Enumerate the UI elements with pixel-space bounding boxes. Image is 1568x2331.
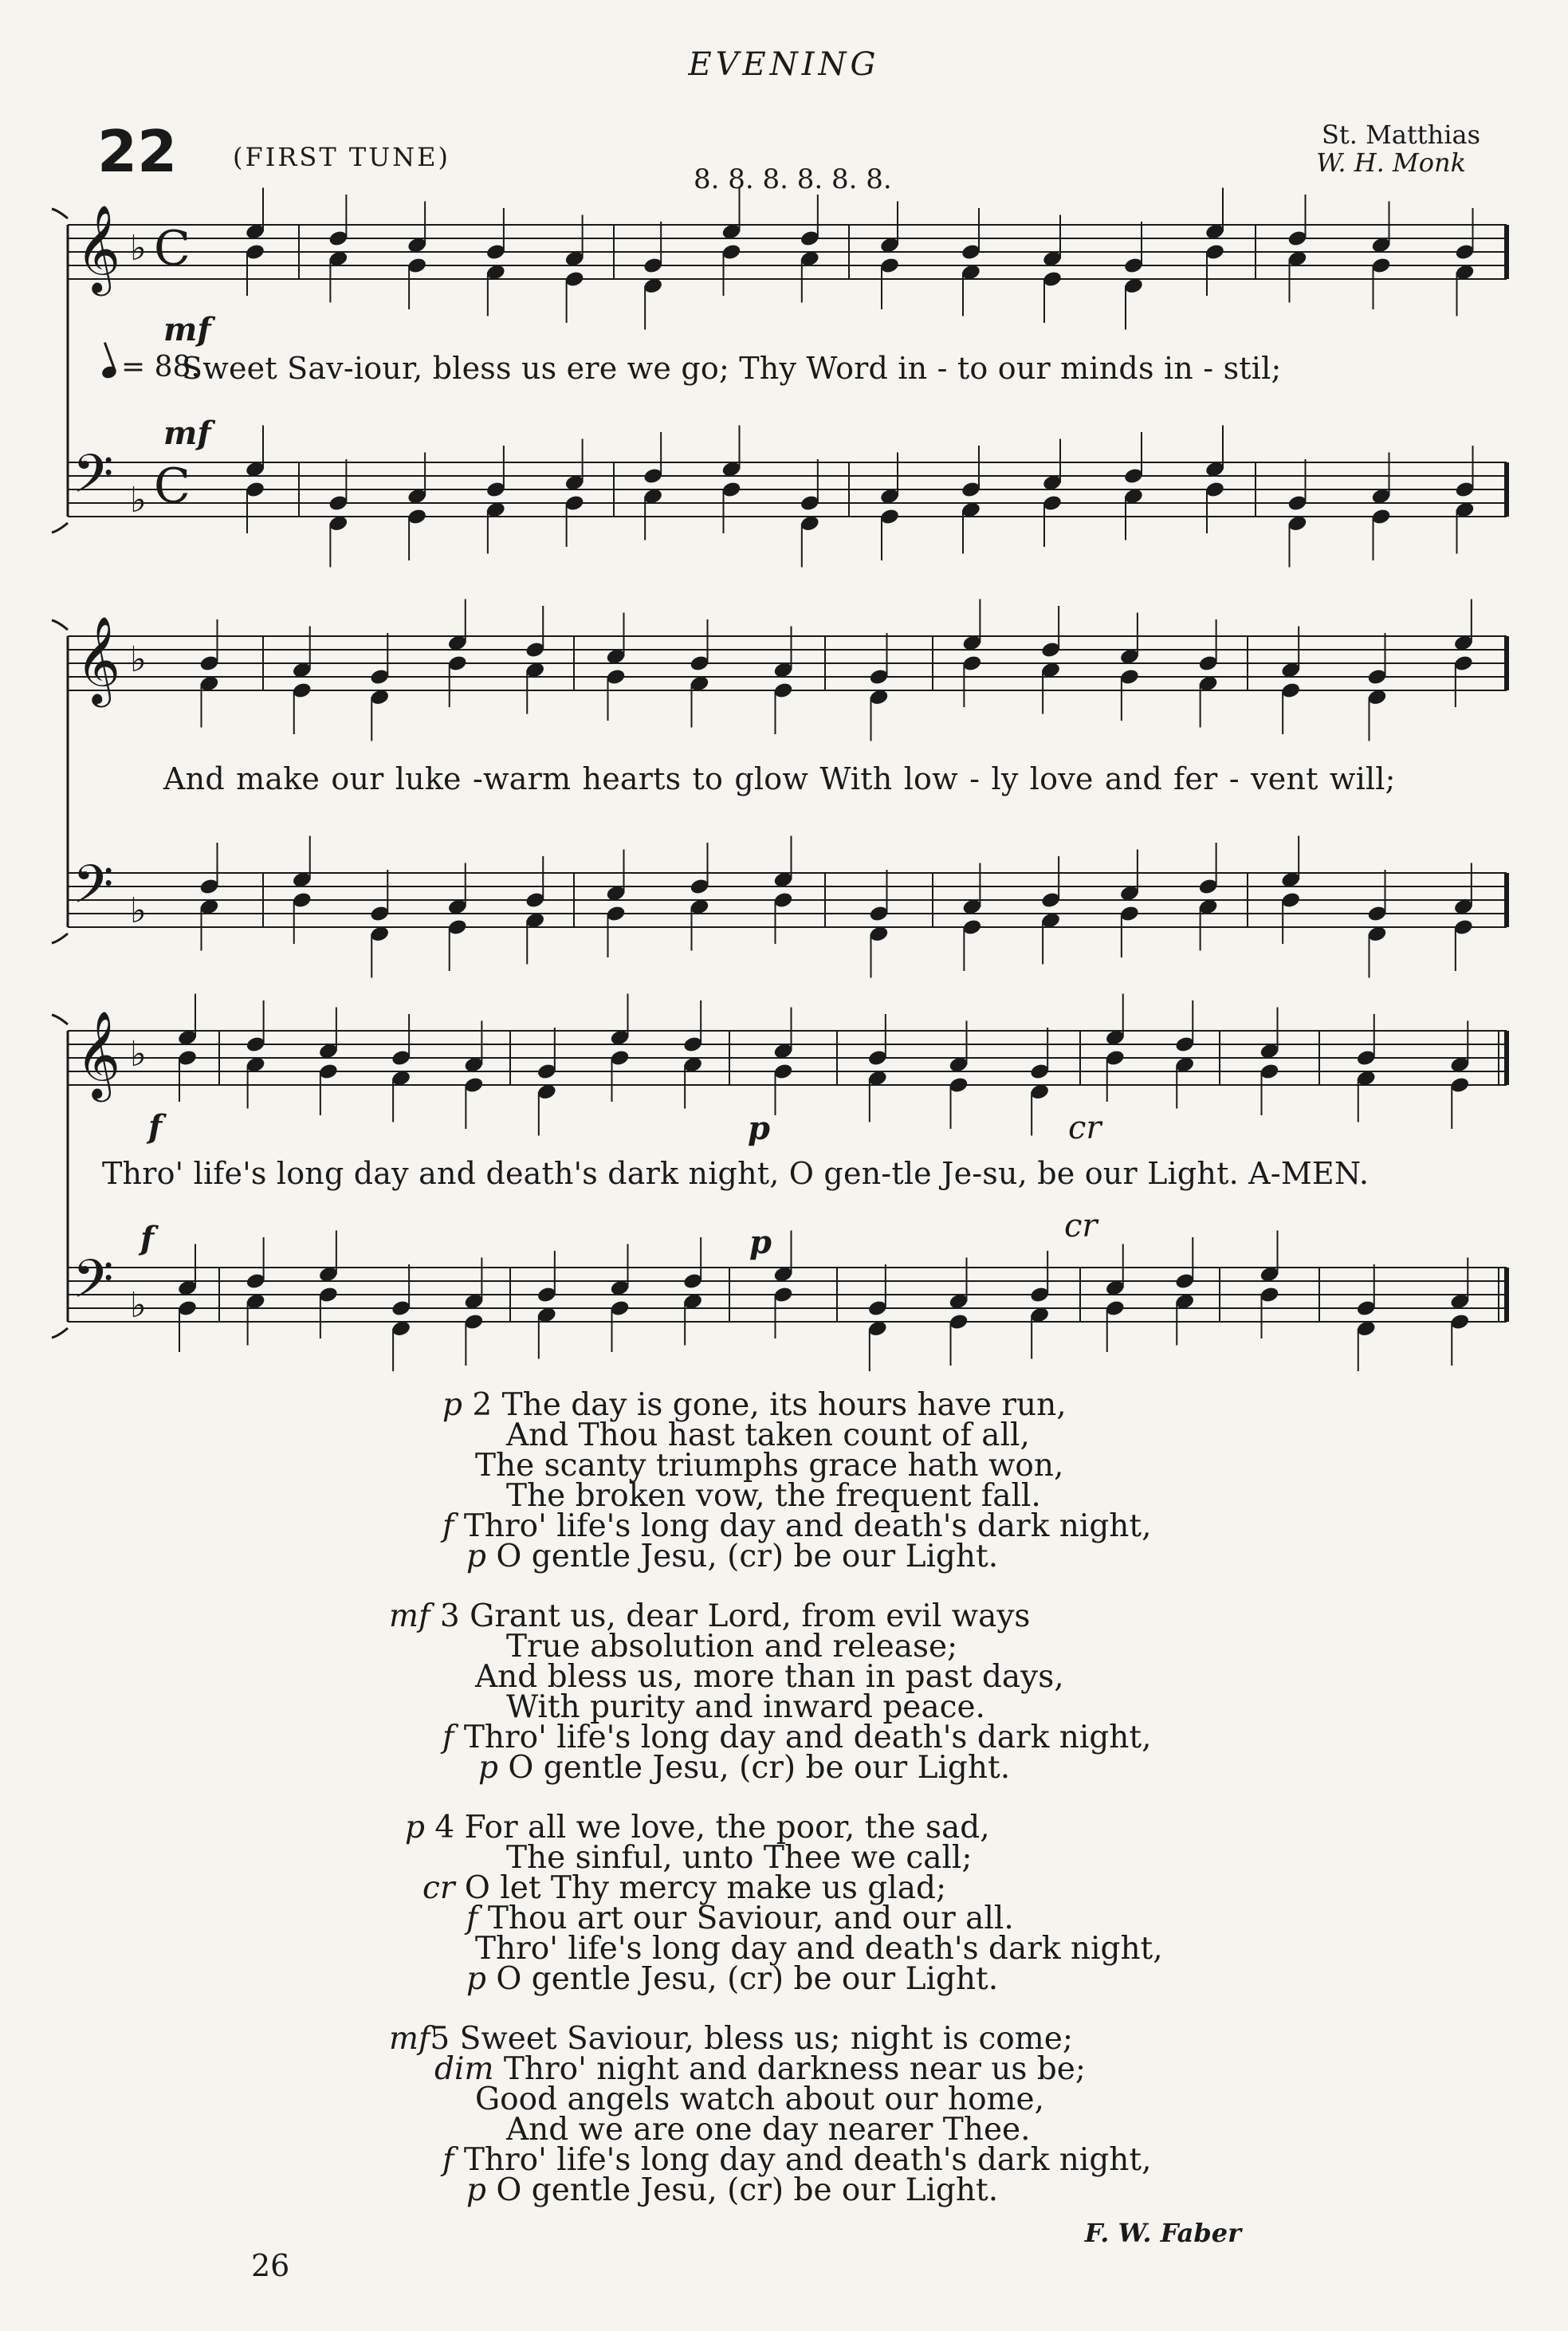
verse-mark: p — [466, 2172, 486, 2208]
hymn-author: F. W. Faber — [1084, 2218, 1241, 2248]
dynamic-f-bass: f — [140, 1220, 155, 1257]
verse-mark: p — [405, 1810, 425, 1846]
verse-line — [478, 1750, 1010, 1786]
verse-text: O gentle Jesu, (cr) be our Light. — [508, 1750, 1011, 1786]
flat-sign-icon: ♭ — [130, 890, 147, 931]
verse-line: Good angels watch about our home, — [475, 2081, 1045, 2117]
verse-text: Thro' life's long day and death's dark night, — [463, 1720, 1152, 1755]
bass-clef-icon: 𝄢 — [73, 854, 114, 928]
treble-clef-icon: 𝄞 — [76, 205, 121, 293]
dynamic-cr-treble: cr — [1068, 1110, 1102, 1146]
dynamic-p-treble: p — [748, 1110, 770, 1147]
verse-mark: p — [466, 1539, 486, 1574]
tune-label: (FIRST TUNE) — [233, 142, 451, 172]
hymn-number: 22 — [97, 118, 178, 185]
verse-line: The broken vow, the frequent fall. — [506, 1478, 1041, 1514]
bass-clef-icon: 𝄢 — [73, 443, 114, 517]
page-number: 26 — [251, 2248, 290, 2283]
bracket-hook-top — [52, 209, 68, 218]
flat-sign-icon: ♭ — [130, 1285, 147, 1326]
verse-mark: f — [442, 2142, 454, 2178]
verse-mark: mf — [389, 2021, 430, 2057]
verse-number: 5 — [430, 2021, 450, 2057]
verse-text: Grant us, dear Lord, from evil ways — [470, 1598, 1031, 1634]
verse-mark: f — [442, 1508, 454, 1544]
verse-line — [466, 2172, 998, 2208]
dynamic-mf-treble: mf — [163, 311, 211, 348]
verse-text: O gentle Jesu, (cr) be our Light. — [496, 2172, 999, 2208]
dynamic-cr-bass: cr — [1064, 1208, 1098, 1244]
tempo-value: = 88. — [121, 351, 200, 383]
verse-line: True absolution and release; — [506, 1629, 958, 1665]
verse-mark: dim — [434, 2051, 494, 2087]
verse-line: And we are one day nearer Thee. — [506, 2112, 1031, 2148]
verse-number: 2 — [472, 1387, 493, 1423]
verse-text: The day is gone, its hours have run, — [501, 1387, 1067, 1423]
bracket-hook-top — [52, 1015, 68, 1024]
dynamic-mf-bass: mf — [163, 415, 211, 452]
bracket-hook-bottom — [52, 1328, 68, 1338]
verse-text: Thro' night and darkness near us be; — [503, 2051, 1086, 2087]
verse-text: O let Thy mercy make us glad; — [464, 1870, 947, 1906]
verse-line — [466, 1539, 998, 1574]
common-time-icon: C — [154, 221, 191, 277]
lyric-line-3: Thro' life's long day and death's dark night, O gen-tle Je-su, be our Light. A-MEN. — [102, 1156, 1370, 1191]
flat-sign-icon: ♭ — [130, 1034, 147, 1075]
verse-text: For all we love, the poor, the sad, — [464, 1810, 990, 1846]
quarter-note-icon — [100, 364, 118, 379]
verse-mark: cr — [422, 1870, 455, 1906]
verse-text: O gentle Jesu, (cr) be our Light. — [496, 1539, 999, 1574]
verse-line — [466, 1961, 998, 1997]
treble-clef-icon: 𝄞 — [76, 1011, 121, 1099]
verse-text: Thro' life's long day and death's dark night, — [463, 2142, 1152, 2178]
verse-line: The sinful, unto Thee we call; — [506, 1840, 973, 1876]
verse-text: Sweet Saviour, bless us; night is come; — [459, 2021, 1073, 2057]
verse-line: And Thou hast taken count of all, — [506, 1417, 1030, 1453]
verse-text: Thro' life's long day and death's dark night, — [463, 1508, 1152, 1544]
verse-line: With purity and inward peace. — [506, 1689, 985, 1725]
verse-line: The scanty triumphs grace hath won, — [475, 1448, 1064, 1484]
treble-clef-icon: 𝄞 — [76, 616, 121, 704]
verse-mark: f — [466, 1901, 478, 1936]
common-time-icon: C — [154, 458, 191, 514]
composer: W. H. Monk — [1316, 147, 1466, 178]
dynamic-p-bass: p — [749, 1224, 772, 1261]
verse-text: O gentle Jesu, (cr) be our Light. — [496, 1961, 999, 1997]
verse-text: Thou art our Saviour, and our all. — [487, 1901, 1014, 1936]
tune-name: St. Matthias — [1321, 120, 1480, 150]
verse-line: And bless us, more than in past days, — [475, 1659, 1064, 1695]
verse-mark: f — [442, 1720, 454, 1755]
verse-mark: p — [478, 1750, 498, 1786]
verse-line: Thro' life's long day and death's dark night, — [475, 1931, 1163, 1967]
lyric-line-1: Sweet Sav-iour, bless us ere we go; Thy Word in - to our minds in - stil; — [182, 351, 1282, 386]
meter: 8. 8. 8. 8. 8. 8. — [694, 163, 892, 195]
verse-number: 3 — [439, 1598, 460, 1634]
bracket-hook-bottom — [52, 523, 68, 533]
flat-sign-icon: ♭ — [130, 639, 147, 680]
flat-sign-icon: ♭ — [130, 480, 147, 521]
verse-mark: p — [466, 1961, 486, 1997]
bracket-hook-top — [52, 620, 68, 630]
verse-number: 4 — [434, 1810, 455, 1846]
dynamic-f-treble: f — [148, 1108, 163, 1146]
running-head: EVENING — [688, 46, 880, 83]
lyric-line-2: And make our luke -warm hearts to glow With low - ly love and fer - vent will; — [163, 761, 1396, 796]
bass-clef-icon: 𝄢 — [73, 1248, 114, 1323]
verse-mark: mf — [389, 1598, 430, 1634]
bracket-hook-bottom — [52, 934, 68, 943]
verse-mark: p — [442, 1387, 462, 1423]
flat-sign-icon: ♭ — [130, 228, 147, 269]
